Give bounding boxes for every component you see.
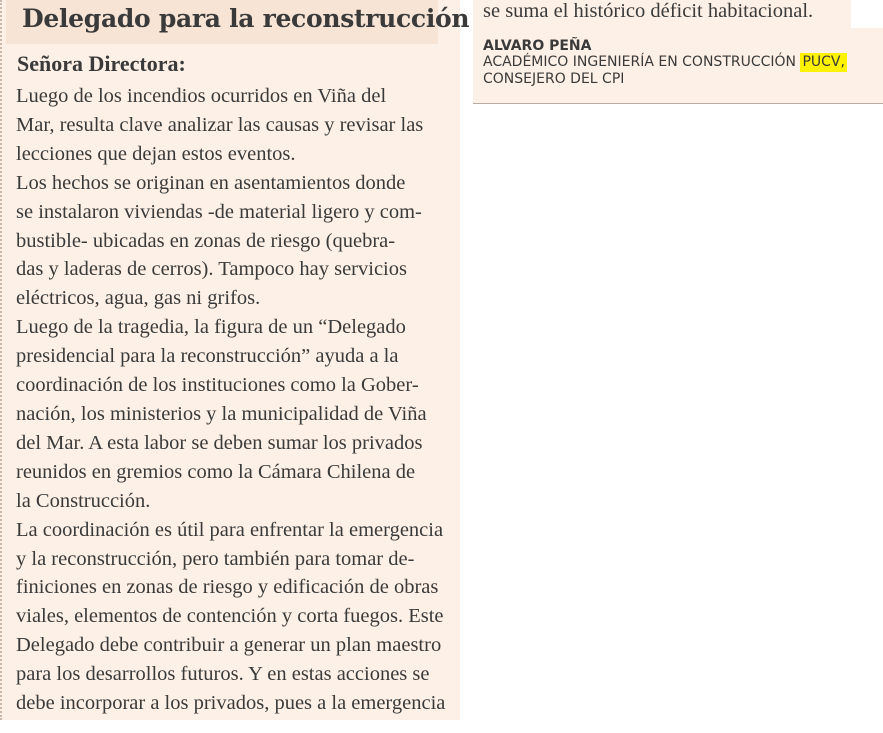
article-body [16, 82, 458, 718]
body-line: Luego de la tragedia, la figura de un “Delegado [16, 316, 406, 339]
article-title: Delegado para la reconstrucción [22, 4, 470, 33]
author-role-line2: CONSEJERO DEL CPI [483, 71, 625, 87]
body-line: lecciones que dejan estos eventos. [16, 142, 296, 165]
salutation: Señora Directora: [17, 51, 186, 76]
body-line: del Mar. A esta labor se deben sumar los privados [16, 431, 423, 454]
body-line: la Construcción. [16, 489, 151, 512]
body-line: para los desarrollos futuros. Y en estas acciones se [16, 663, 430, 686]
body-line: eléctricos, agua, gas ni grifos. [16, 287, 261, 310]
body-line: Mar, resulta clave analizar las causas y revisar las [16, 113, 424, 136]
signature-block [473, 28, 883, 104]
author-role [483, 54, 847, 88]
body-line: y la reconstrucción, pero también para tomar de- [16, 547, 415, 570]
body-line: Los hechos se originan en asentamientos donde [16, 171, 406, 194]
author-name: ALVARO PEÑA [483, 38, 592, 54]
body-line: se instalaron viviendas -de material ligero y com- [16, 200, 422, 223]
continuation-text: se suma el histórico déficit habitacional. [483, 0, 814, 22]
continuation-box [473, 0, 851, 28]
body-line: presidencial para la reconstrucción” ayuda a la [16, 345, 399, 368]
author-role-prefix: ACADÉMICO INGENIERÍA EN CONSTRUCCIÓN [483, 54, 801, 70]
body-line: finiciones en zonas de riesgo y edificación de obras [16, 576, 439, 599]
body-line: reunidos en gremios como la Cámara Chilena de [16, 460, 416, 483]
body-line: debe incorporar a los privados, pues a la emergencia [16, 692, 446, 715]
highlighted-institution: PUCV, [802, 54, 845, 70]
body-line: La coordinación es útil para enfrentar la emergencia [16, 518, 444, 541]
title-box [6, 0, 470, 44]
body-line: nación, los ministerios y la municipalidad de Viña [16, 402, 427, 425]
body-line: coordinación de los instituciones como la Gober- [16, 374, 419, 397]
body-line: Luego de los incendios ocurridos en Viña del [16, 85, 387, 107]
body-line: bustible- ubicadas en zonas de riesgo (quebra- [16, 229, 396, 252]
body-line: viales, elementos de contención y corta fuegos. Este [16, 605, 444, 628]
body-line: Delegado debe contribuir a generar un plan maestro [16, 634, 442, 657]
body-line: das y laderas de cerros). Tampoco hay servicios [16, 258, 407, 281]
